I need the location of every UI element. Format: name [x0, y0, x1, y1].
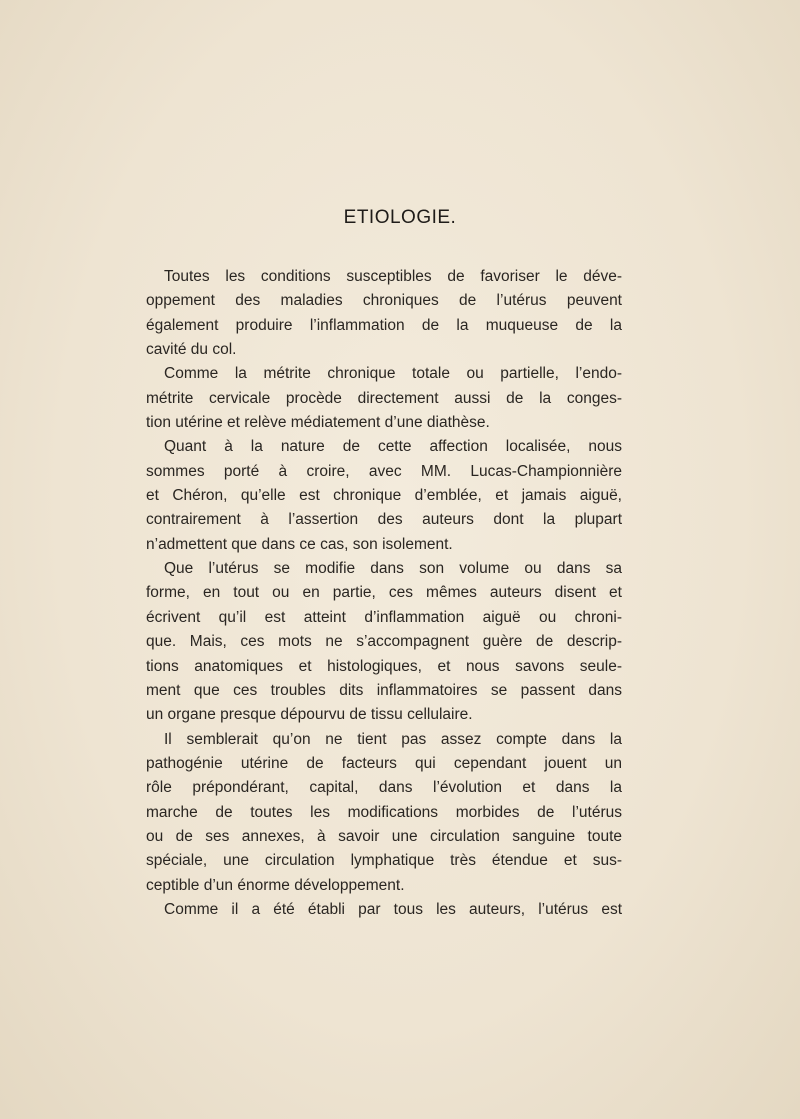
text-line: tion utérine et relève médiatement d’une diathèse.: [146, 414, 490, 432]
text-line: contrairement à l’assertion des auteurs dont la plupart: [146, 511, 622, 529]
text-line: un organe presque dépourvu de tissu cellulaire.: [146, 706, 473, 724]
text-line: tions anatomiques et histologiques, et nous savons seule-: [146, 657, 622, 675]
text-line: Comme il a été établi par tous les auteurs, l’utérus est: [164, 900, 622, 918]
text-line: Il semblerait qu’on ne tient pas assez compte dans la: [164, 730, 622, 748]
text-line: pathogénie utérine de facteurs qui cependant jouent un: [146, 754, 622, 772]
text-line: que. Mais, ces mots ne s’accompagnent guère de descrip-: [146, 633, 622, 651]
text-line: Comme la métrite chronique totale ou partielle, l’endo-: [164, 365, 622, 383]
text-line: métrite cervicale procède directement aussi de la conges-: [146, 389, 622, 407]
text-line: Quant à la nature de cette affection localisée, nous: [164, 438, 622, 456]
text-line: ou de ses annexes, à savoir une circulation sanguine toute: [146, 827, 622, 845]
text-line: forme, en tout ou en partie, ces mêmes auteurs disent et: [146, 584, 622, 602]
text-line: rôle prépondérant, capital, dans l’évolution et dans la: [146, 779, 622, 797]
text-line: également produire l’inflammation de la muqueuse de la: [146, 316, 622, 334]
text-line: ceptible d’un énorme développement.: [146, 876, 405, 894]
text-line: et Chéron, qu’elle est chronique d’emblée, et jamais aiguë,: [146, 487, 622, 505]
text-line: spéciale, une circulation lymphatique très étendue et sus-: [146, 852, 622, 870]
text-line: marche de toutes les modifications morbides de l’utérus: [146, 803, 622, 821]
text-line: Toutes les conditions susceptibles de favoriser le déve-: [164, 268, 622, 285]
body-text: [146, 265, 622, 922]
text-line: n’admettent que dans ce cas, son isolement.: [146, 535, 453, 553]
chapter-heading: ETIOLOGIE.: [343, 207, 457, 228]
text-line: écrivent qu’il est atteint d’inflammation aiguë ou chroni-: [146, 608, 622, 626]
text-line: oppement des maladies chroniques de l’utérus peuvent: [146, 292, 622, 310]
text-line: Que l’utérus se modifie dans son volume ou dans sa: [164, 560, 622, 578]
text-line: cavité du col.: [146, 341, 237, 359]
text-line: sommes porté à croire, avec MM. Lucas-Championnière: [146, 462, 622, 480]
text-line: ment que ces troubles dits inflammatoires se passent dans: [146, 681, 622, 699]
